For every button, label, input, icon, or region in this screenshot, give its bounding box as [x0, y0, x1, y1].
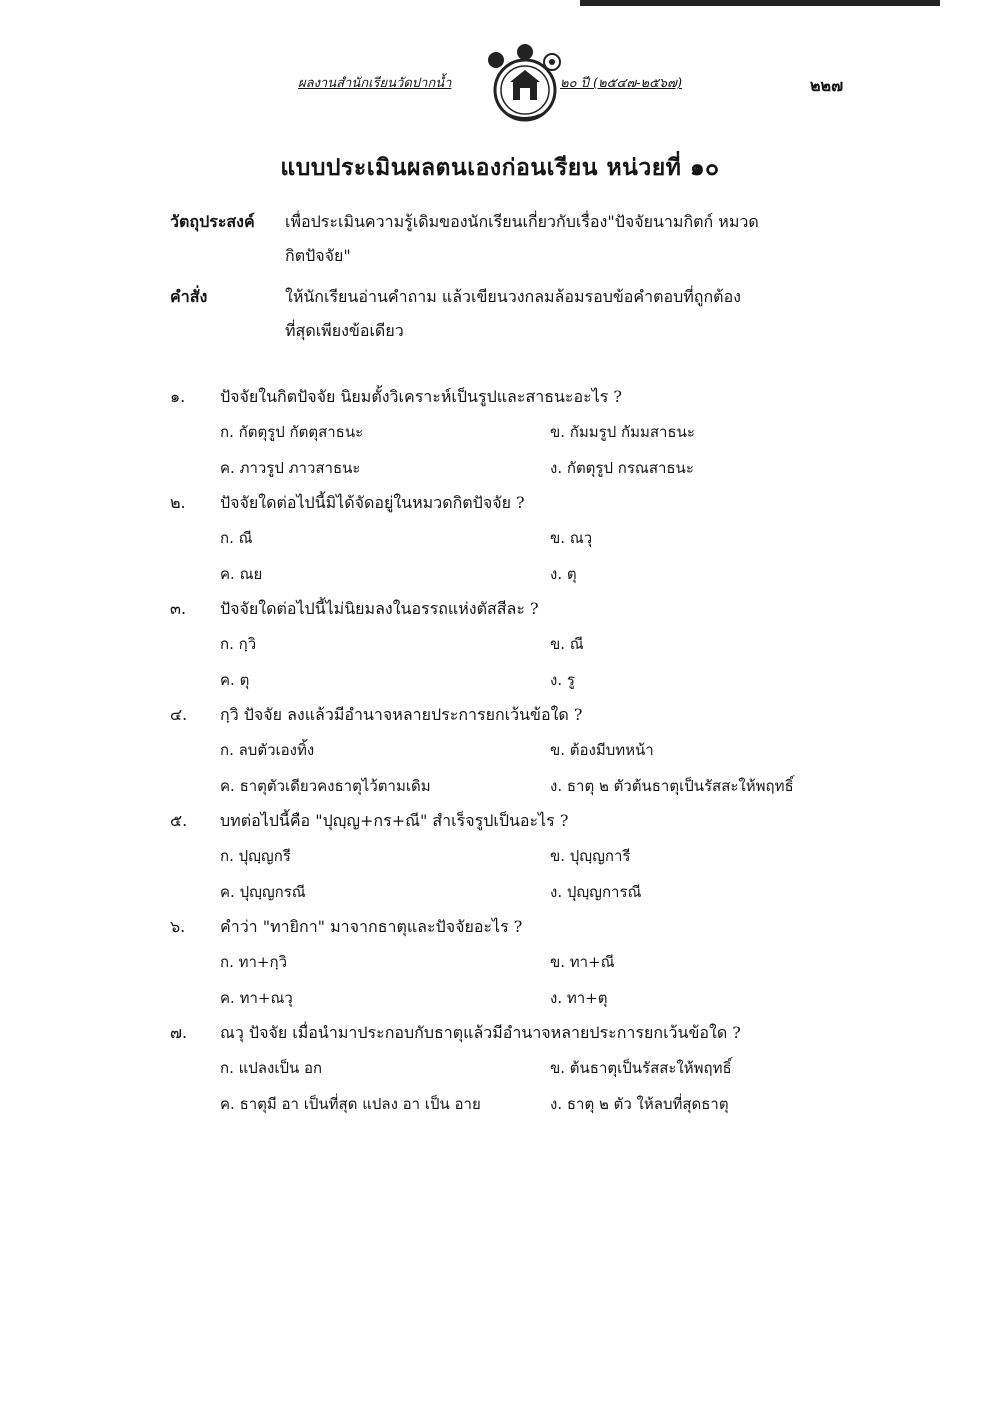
- option-c[interactable]: ค. ณย: [220, 565, 263, 583]
- option-a[interactable]: ก. กัตตุรูป กัตตุสาธนะ: [220, 423, 364, 441]
- question-number: ๓.: [170, 599, 187, 618]
- instruction-line-2: ที่สุดเพียงข้อเดียว: [285, 321, 404, 340]
- question-text: ปัจจัยในกิตปัจจัย นิยมตั้งวิเคราะห์เป็นรูปและสาธนะอะไร ?: [220, 387, 622, 406]
- option-c[interactable]: ค. ทา+ณวุ: [220, 989, 293, 1007]
- option-b[interactable]: ข. ต้องมีบทหน้า: [550, 741, 654, 759]
- question-number: ๖.: [170, 917, 186, 936]
- question-text: ปัจจัยใดต่อไปนี้ไม่นิยมลงในอรรถแห่งตัสสีละ ?: [220, 599, 539, 618]
- page-header: [290, 42, 870, 132]
- option-c[interactable]: ค. ธาตุตัวเดียวคงธาตุไว้ตามเดิม: [220, 777, 431, 795]
- option-c[interactable]: ค. ภาวรูป ภาวสาธนะ: [220, 459, 361, 477]
- question-6: [170, 910, 890, 1016]
- option-c[interactable]: ค. ธาตุมี อา เป็นที่สุด แปลง อา เป็น อาย: [220, 1095, 481, 1113]
- question-2: [170, 486, 890, 592]
- question-number: ๔.: [170, 705, 188, 724]
- option-b[interactable]: ข. ทา+ณี: [550, 953, 615, 971]
- objective-line-1: เพื่อประเมินความรู้เดิมของนักเรียนเกี่ยวกับเรื่อง"ปัจจัยนามกิตก์ หมวด: [285, 212, 759, 231]
- question-text: คำว่า "ทายิกา" มาจากธาตุและปัจจัยอะไร ?: [220, 917, 523, 936]
- instruction-section: [170, 280, 870, 348]
- page-title: แบบประเมินผลตนเองก่อนเรียน หน่วยที่ ๑๐: [280, 154, 720, 181]
- question-number: ๗.: [170, 1023, 188, 1042]
- question-text: ณวุ ปัจจัย เมื่อนำมาประกอบกับธาตุแล้วมีอำนาจหลายประการยกเว้นข้อใด ?: [220, 1023, 741, 1042]
- question-number: ๑.: [170, 387, 186, 406]
- option-d[interactable]: ง. ทา+ตุ: [550, 989, 608, 1007]
- option-b[interactable]: ข. ณวุ: [550, 529, 593, 547]
- option-d[interactable]: ง. ธาตุ ๒ ตัว ให้ลบที่สุดธาตุ: [550, 1095, 729, 1113]
- option-c[interactable]: ค. ปุญฺญกรณี: [220, 883, 306, 901]
- question-3: [170, 592, 890, 698]
- page-number: ๒๒๗: [810, 76, 844, 95]
- temple-seal-icon: [480, 42, 570, 128]
- question-text: กฺวิ ปัจจัย ลงแล้วมีอำนาจหลายประการยกเว้นข้อใด ?: [220, 705, 583, 724]
- question-text: บทต่อไปนี้คือ "ปุญฺญ+กร+ณี" สำเร็จรูปเป็นอะไร ?: [220, 811, 569, 830]
- option-d[interactable]: ง. กัตตุรูป กรณสาธนะ: [550, 459, 694, 477]
- option-a[interactable]: ก. แปลงเป็น อก: [220, 1059, 323, 1077]
- question-4: [170, 698, 890, 804]
- option-d[interactable]: ง. ตุ: [550, 565, 577, 583]
- option-b[interactable]: ข. ณี: [550, 635, 584, 653]
- option-a[interactable]: ก. กฺวิ: [220, 635, 257, 653]
- header-center-text: ๒๐ ปี (๒๕๔๗-๒๕๖๗): [560, 76, 683, 91]
- header-left-text: ผลงานสำนักเรียนวัดปากน้ำ: [298, 76, 452, 91]
- question-1: [170, 380, 890, 486]
- option-b[interactable]: ข. กัมมรูป กัมมสาธนะ: [550, 423, 695, 441]
- question-5: [170, 804, 890, 910]
- option-d[interactable]: ง. รู: [550, 671, 575, 689]
- objective-line-2: กิตปัจจัย": [285, 246, 351, 265]
- option-c[interactable]: ค. ตุ: [220, 671, 250, 689]
- scan-edge-bar: [580, 0, 940, 6]
- instruction-label: คำสั่ง: [170, 287, 208, 306]
- question-7: [170, 1016, 890, 1122]
- option-a[interactable]: ก. ณี: [220, 529, 253, 547]
- objective-section: [170, 205, 870, 273]
- question-text: ปัจจัยใดต่อไปนี้มิได้จัดอยู่ในหมวดกิตปัจจัย ?: [220, 493, 525, 512]
- instruction-line-1: ให้นักเรียนอ่านคำถาม แล้วเขียนวงกลมล้อมรอบข้อคำตอบที่ถูกต้อง: [285, 287, 741, 306]
- question-list: [170, 380, 890, 1122]
- option-d[interactable]: ง. ปุญฺญการณี: [550, 883, 642, 901]
- option-a[interactable]: ก. ปุญฺญกรี: [220, 847, 291, 865]
- question-number: ๕.: [170, 811, 188, 830]
- option-b[interactable]: ข. ปุญฺญการี: [550, 847, 631, 865]
- option-a[interactable]: ก. ลบตัวเองทิ้ง: [220, 741, 315, 759]
- objective-label: วัตถุประสงค์: [170, 212, 255, 231]
- option-a[interactable]: ก. ทา+กฺวิ: [220, 953, 288, 971]
- question-number: ๒.: [170, 493, 186, 512]
- option-d[interactable]: ง. ธาตุ ๒ ตัวต้นธาตุเป็นรัสสะให้พฤทธิ์: [550, 777, 794, 795]
- option-b[interactable]: ข. ต้นธาตุเป็นรัสสะให้พฤทธิ์: [550, 1059, 732, 1077]
